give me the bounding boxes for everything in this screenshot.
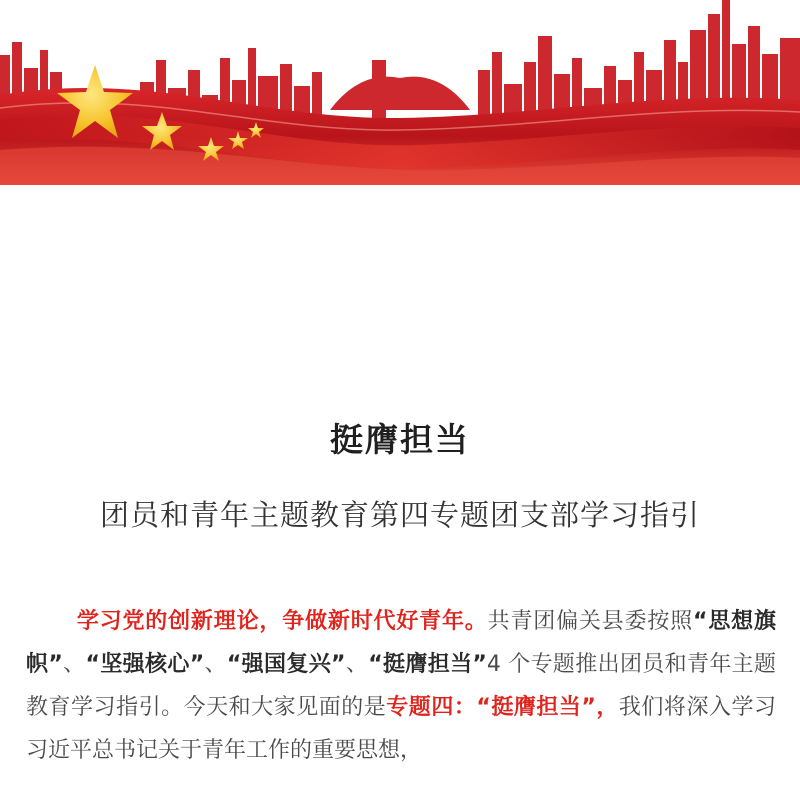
red-flag-skyline-icon xyxy=(0,0,800,185)
topic-separator: 、 xyxy=(345,652,369,677)
topic-label: “坚强核心” xyxy=(85,652,205,677)
document-title: 挺膺担当 xyxy=(330,420,470,459)
document-subtitle: 团员和青年主题教育第四专题团支部学习指引 xyxy=(99,498,700,532)
paragraph-text: 共青团偏关县委按照 xyxy=(487,609,694,634)
intro-paragraph xyxy=(26,600,776,772)
topic-separator: 、 xyxy=(62,652,86,677)
header-banner xyxy=(0,0,800,185)
lead-highlight: 学习党的创新理论，争做新时代好青年。 xyxy=(76,609,488,634)
topic-separator: 、 xyxy=(204,652,227,677)
topic-highlight: 专题四：“挺膺担当”， xyxy=(386,695,619,720)
topic-label: “挺膺担当” xyxy=(368,652,487,677)
topic-label: “思想旗帜” xyxy=(26,609,776,677)
paragraph-text: 我们将深入学习习近平总书记关于青年工作的重要思想， xyxy=(26,695,776,763)
paragraph-text: 4 个专题推出团员和青年主题教育学习指引。今天和大家见面的是 xyxy=(26,652,777,720)
topic-label: “强国复兴” xyxy=(226,652,346,677)
